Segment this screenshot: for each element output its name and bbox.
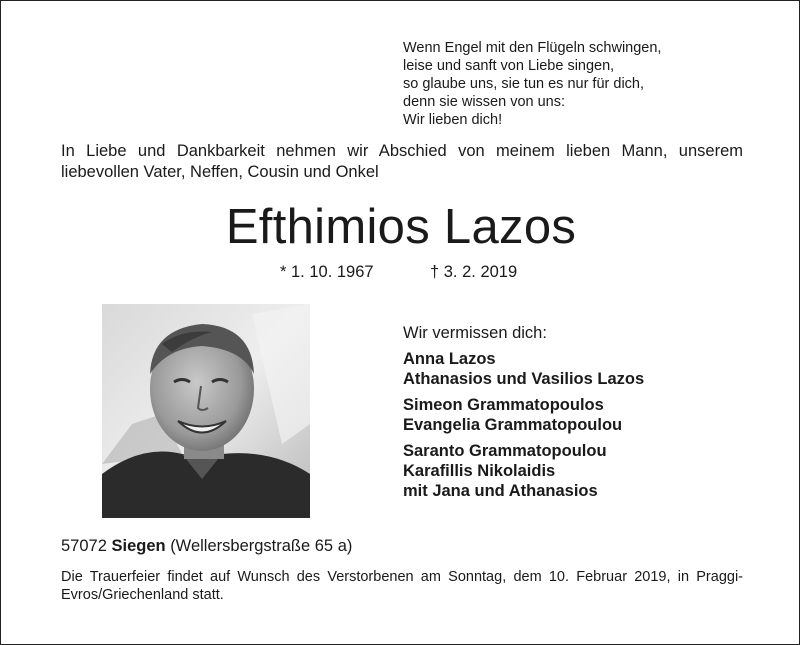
- deceased-name: Efthimios Lazos: [225, 200, 577, 254]
- address-street: (Wellersbergstraße 65 a): [170, 537, 353, 555]
- family-member: Karafillis Nikolaidis: [403, 462, 556, 480]
- family-list: [403, 323, 644, 507]
- poem-line: Wenn Engel mit den Flügeln schwingen,: [403, 40, 662, 56]
- funeral-info: Die Trauerfeier findet auf Wunsch des Verstorbenen am Sonntag, dem 10. Februar 2019, in Praggi-Evros/Griechenland statt.: [61, 569, 743, 603]
- family-member: Athanasios und Vasilios Lazos: [403, 370, 645, 388]
- family-group: [403, 441, 644, 501]
- family-member: mit Jana und Athanasios: [403, 482, 598, 500]
- poem-line: leise und sanft von Liebe singen,: [403, 58, 615, 74]
- birth-date: * 1. 10. 1967: [280, 263, 374, 281]
- family-heading: Wir vermissen dich:: [403, 324, 547, 342]
- portrait-photo: [102, 304, 310, 518]
- address-postcode: 57072: [61, 537, 107, 555]
- death-date: † 3. 2. 2019: [430, 263, 518, 281]
- poem-line: so glaube uns, sie tun es nur für dich,: [403, 76, 645, 92]
- poem: [403, 39, 661, 129]
- family-member: Evangelia Grammatopoulou: [403, 416, 623, 434]
- address: [61, 537, 352, 556]
- poem-line: Wir lieben dich!: [403, 112, 503, 128]
- portrait-image: [102, 304, 310, 518]
- family-group: [403, 349, 644, 389]
- family-member: Saranto Grammatopoulou: [403, 442, 607, 460]
- poem-line: denn sie wissen von uns:: [403, 94, 566, 110]
- family-member: Simeon Grammatopoulos: [403, 396, 604, 414]
- family-group: [403, 395, 644, 435]
- family-member: Anna Lazos: [403, 350, 496, 368]
- address-city: Siegen: [111, 537, 166, 555]
- intro-text: In Liebe und Dankbarkeit nehmen wir Abschied von meinem lieben Mann, unserem liebevollen Vater, Neffen, Cousin und Onkel: [61, 142, 743, 181]
